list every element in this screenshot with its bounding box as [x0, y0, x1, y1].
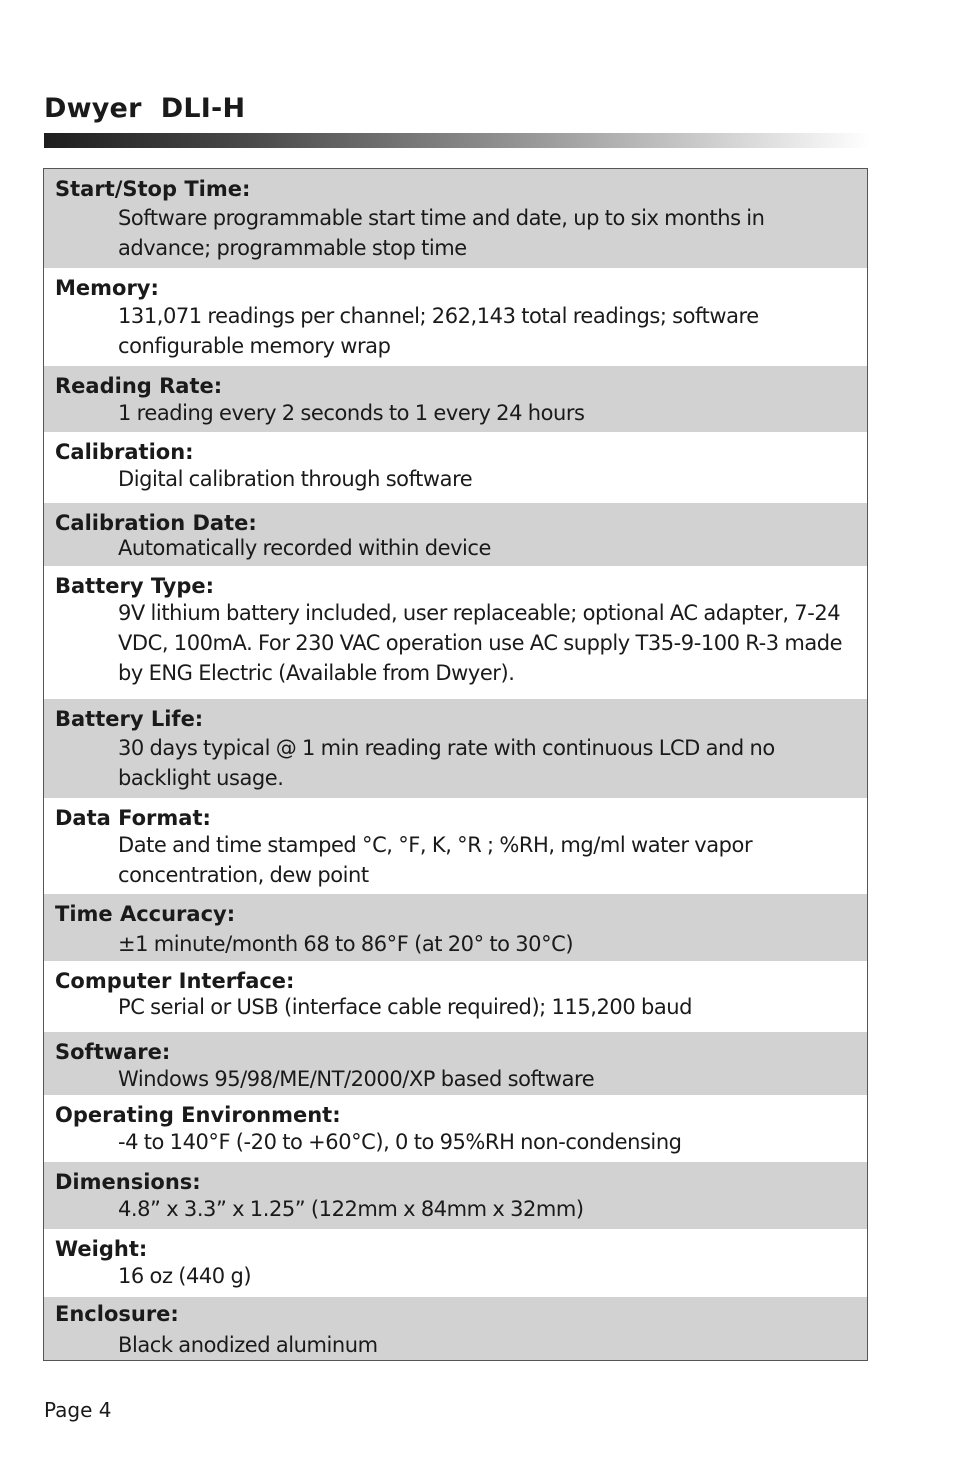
spec-value: Black anodized aluminum	[118, 1333, 378, 1357]
spec-row-memory	[44, 268, 867, 366]
header-gradient-rule	[44, 133, 870, 148]
spec-value: Automatically recorded within device	[118, 536, 491, 560]
spec-row-dimensions	[44, 1162, 867, 1229]
spec-label: Software:	[55, 1040, 171, 1064]
spec-label: Operating Environment:	[55, 1103, 341, 1127]
spec-label: Data Format:	[55, 806, 211, 830]
spec-row-reading-rate	[44, 366, 867, 432]
spec-row-enclosure	[44, 1297, 867, 1360]
spec-row-computer-interface	[44, 961, 867, 1032]
spec-row-calibration-date	[44, 503, 867, 566]
spec-row-software	[44, 1032, 867, 1095]
spec-label: Battery Type:	[55, 574, 215, 598]
spec-row-battery-type	[44, 566, 867, 699]
spec-value: 131,071 readings per channel; 262,143 total readings; software configurable memory wrap	[118, 304, 759, 358]
spec-row-battery-life	[44, 699, 867, 798]
spec-value: Date and time stamped °C, °F, K, °R ; %RH, mg/ml water vapor concentration, dew point	[118, 833, 753, 887]
spec-label: Weight:	[55, 1237, 148, 1261]
spec-label: Computer Interface:	[55, 969, 295, 993]
spec-value: Windows 95/98/ME/NT/2000/XP based software	[118, 1067, 595, 1091]
spec-label: Memory:	[55, 276, 159, 300]
spec-row-weight	[44, 1229, 867, 1297]
spec-value: PC serial or USB (interface cable required); 115,200 baud	[118, 995, 692, 1019]
spec-label: Enclosure:	[55, 1302, 179, 1326]
spec-value: 30 days typical @ 1 min reading rate with continuous LCD and no backlight usage.	[118, 736, 775, 790]
spec-label: Battery Life:	[55, 707, 204, 731]
page-number: Page 4	[44, 1398, 112, 1422]
spec-row-operating-environment	[44, 1095, 867, 1162]
spec-label: Reading Rate:	[55, 374, 223, 398]
spec-row-time-accuracy	[44, 894, 867, 961]
spec-value: 4.8” x 3.3” x 1.25” (122mm x 84mm x 32mm)	[118, 1197, 584, 1221]
spec-label: Dimensions:	[55, 1170, 201, 1194]
spec-value: 1 reading every 2 seconds to 1 every 24 hours	[118, 401, 585, 425]
spec-row-data-format	[44, 798, 867, 894]
spec-row-calibration	[44, 432, 867, 503]
specifications-table	[43, 168, 868, 1361]
spec-row-start-stop-time	[44, 169, 867, 268]
spec-value: -4 to 140°F (-20 to +60°C), 0 to 95%RH non-condensing	[118, 1130, 682, 1154]
spec-value: ±1 minute/month 68 to 86°F (at 20° to 30°C)	[118, 932, 574, 956]
spec-value: Digital calibration through software	[118, 467, 473, 491]
spec-value: 16 oz (440 g)	[118, 1264, 252, 1288]
spec-value: Software programmable start time and date, up to six months in advance; programmable stop time	[118, 206, 765, 260]
page-title: Dwyer DLI-H	[44, 93, 246, 124]
spec-label: Calibration Date:	[55, 511, 257, 535]
spec-value: 9V lithium battery included, user replaceable; optional AC adapter, 7-24 VDC, 100mA. For 230 VAC operation use AC supply T35-9-100 R-3 made by ENG Electric (Available from Dwyer).	[118, 601, 843, 685]
spec-label: Start/Stop Time:	[55, 177, 251, 201]
spec-label: Time Accuracy:	[55, 902, 236, 926]
spec-label: Calibration:	[55, 440, 194, 464]
